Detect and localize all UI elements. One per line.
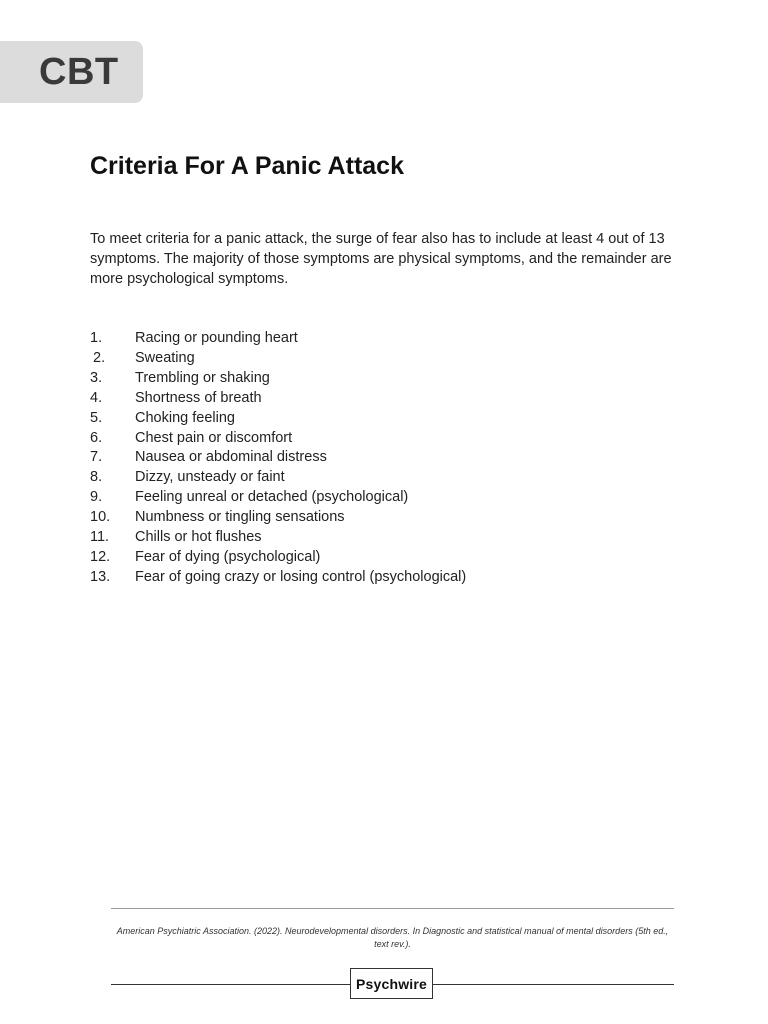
list-item xyxy=(90,329,466,349)
footer-rule-left xyxy=(111,984,350,985)
list-item-text: Sweating xyxy=(135,349,195,366)
list-item-text: Chills or hot flushes xyxy=(135,529,262,546)
list-item-text: Dizzy, unsteady or faint xyxy=(135,469,285,486)
list-item-number: 3. xyxy=(90,369,103,386)
list-item-number: 8. xyxy=(90,469,103,486)
list-item xyxy=(90,389,466,409)
list-item xyxy=(90,468,466,488)
list-item-number: 4. xyxy=(90,389,103,406)
list-item-text: Chest pain or discomfort xyxy=(135,429,293,446)
cbt-badge-label: CBT xyxy=(39,50,119,93)
logo-text: Psychwire xyxy=(355,975,428,992)
list-item-number: 5. xyxy=(90,409,103,426)
list-item-number: 10. xyxy=(90,509,111,526)
list-item-text: Choking feeling xyxy=(135,409,235,426)
list-item-text: Feeling unreal or detached (psychological) xyxy=(135,489,409,506)
list-item-text: Nausea or abdominal distress xyxy=(135,449,327,466)
citation: American Psychiatric Association. (2022). Neurodevelopmental disorders. In Diagnostic and statistical manual of mental disorders (5th ed., text rev.). xyxy=(116,926,669,949)
page-title: Criteria For A Panic Attack xyxy=(90,152,404,180)
list-item xyxy=(90,429,466,449)
list-item xyxy=(90,448,466,468)
list-item-text: Shortness of breath xyxy=(135,389,262,406)
list-item-number: 9. xyxy=(90,489,103,506)
cbt-badge xyxy=(0,41,143,103)
list-item-text: Fear of going crazy or losing control (psychological) xyxy=(135,568,467,585)
list-item-text: Numbness or tingling sensations xyxy=(135,509,345,526)
intro-paragraph: To meet criteria for a panic attack, the surge of fear also has to include at least 4 out of 13 symptoms. The majority of those symptoms are physical symptoms, and the remainder are more psychological symptoms. xyxy=(90,231,672,287)
list-item-number: 7. xyxy=(90,449,103,466)
list-item-number: 11. xyxy=(90,529,110,546)
list-item-number: 2. xyxy=(93,349,106,366)
footer-rule-right xyxy=(433,984,674,985)
psychwire-logo xyxy=(350,968,433,999)
list-item xyxy=(90,528,466,548)
list-item xyxy=(90,349,466,369)
list-item xyxy=(90,508,466,528)
list-item-number: 12. xyxy=(90,548,111,565)
list-item-number: 1. xyxy=(90,330,103,346)
list-item-text: Fear of dying (psychological) xyxy=(135,548,321,565)
list-item xyxy=(90,488,466,508)
list-item-text: Racing or pounding heart xyxy=(135,330,298,346)
list-item-number: 6. xyxy=(90,429,103,446)
footer-divider xyxy=(111,908,674,909)
list-item-number: 13. xyxy=(90,568,111,585)
list-item-text: Trembling or shaking xyxy=(135,369,270,386)
list-item xyxy=(90,369,466,389)
symptom-list xyxy=(90,329,466,588)
list-item xyxy=(90,568,466,588)
list-item xyxy=(90,409,466,429)
list-item xyxy=(90,548,466,568)
